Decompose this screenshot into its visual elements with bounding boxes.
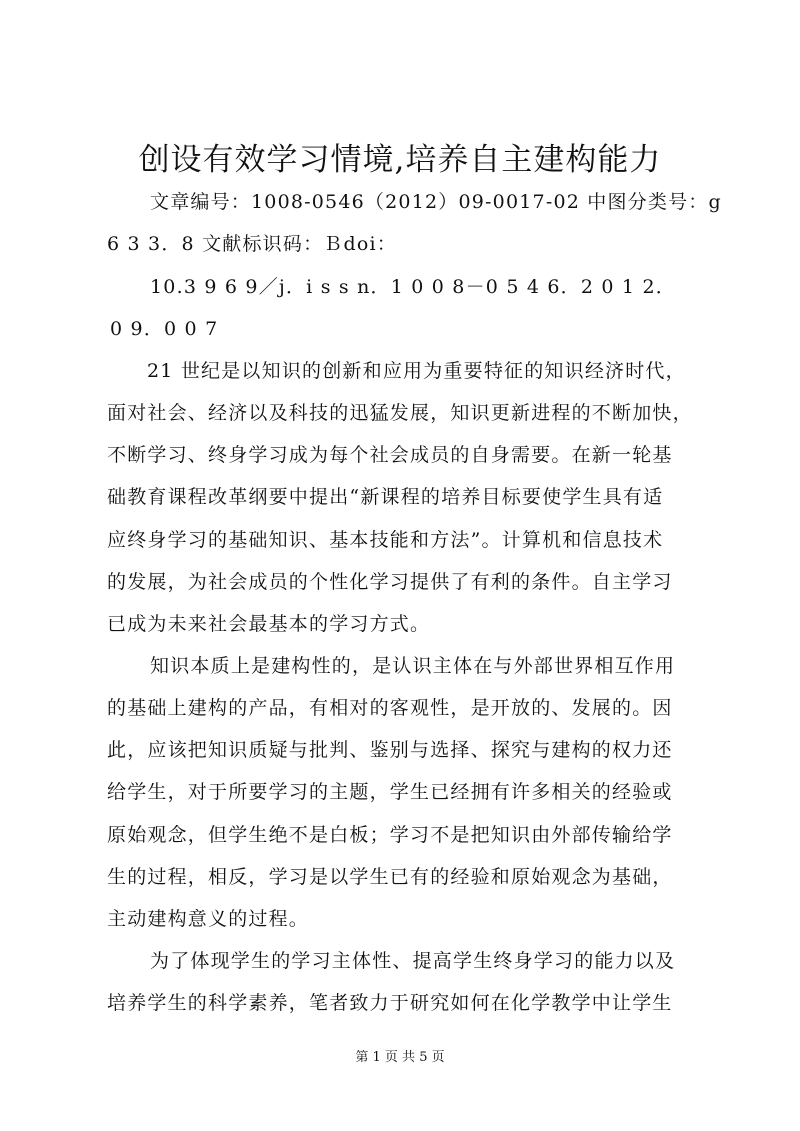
document-title: 创设有效学习情境,培养自主建构能力 — [138, 142, 662, 178]
paragraph-line: 面对社会、经济以及科技的迅猛发展，知识更新进程的不断加快， — [107, 402, 693, 424]
paragraph-line: 的发展，为社会成员的个性化学习提供了有利的条件。自主学习 — [107, 571, 673, 593]
meta-line: 0 9．0 0 7 — [110, 318, 219, 340]
meta-line: 10.3 9 6 9／j．i s s n．1 0 0 8－0 5 4 6．2 0 1 2． — [150, 276, 676, 298]
paragraph-line: 给学生，对于所要学习的主题，学生已经拥有许多相关的经验或 — [107, 781, 673, 803]
paragraph-line: 知识本质上是建构性的，是认识主体在与外部世界相互作用 — [150, 655, 676, 677]
paragraph-line: 不断学习、终身学习成为每个社会成员的自身需要。在新一轮基 — [107, 444, 673, 466]
meta-line: 6 3 3．8 文献标识码：Ｂdoi： — [107, 233, 397, 255]
paragraph-line: 此，应该把知识质疑与批判、鉴别与选择、探究与建构的权力还 — [107, 739, 673, 761]
paragraph-line: 主动建构意义的过程。 — [107, 908, 310, 930]
paragraph-line: 生的过程，相反，学习是以学生已有的经验和原始观念为基础， — [107, 866, 673, 888]
paragraph-line: 21 世纪是以知识的创新和应用为重要特征的知识经济时代， — [147, 360, 686, 382]
paragraph-line: 础教育课程改革纲要中提出“新课程的培养目标要使学生具有适 — [107, 486, 664, 508]
meta-line: 文章编号：1008-0546（2012）09-0017-02 中图分类号：g — [150, 191, 722, 213]
paragraph-line: 原始观念，但学生绝不是白板；学习不是把知识由外部传输给学 — [107, 824, 673, 846]
paragraph-line: 培养学生的科学素养，笔者致力于研究如何在化学教学中让学生 — [107, 992, 673, 1014]
paragraph-line: 已成为未来社会最基本的学习方式。 — [107, 613, 431, 635]
paragraph-line: 应终身学习的基础知识、基本技能和方法”。计算机和信息技术 — [107, 529, 664, 551]
paragraph-line: 为了体现学生的学习主体性、提高学生终身学习的能力以及 — [150, 950, 676, 972]
page-footer: 第 1 页 共 5 页 — [355, 1050, 445, 1065]
paragraph-line: 的基础上建构的产品，有相对的客观性，是开放的、发展的。因 — [107, 697, 673, 719]
